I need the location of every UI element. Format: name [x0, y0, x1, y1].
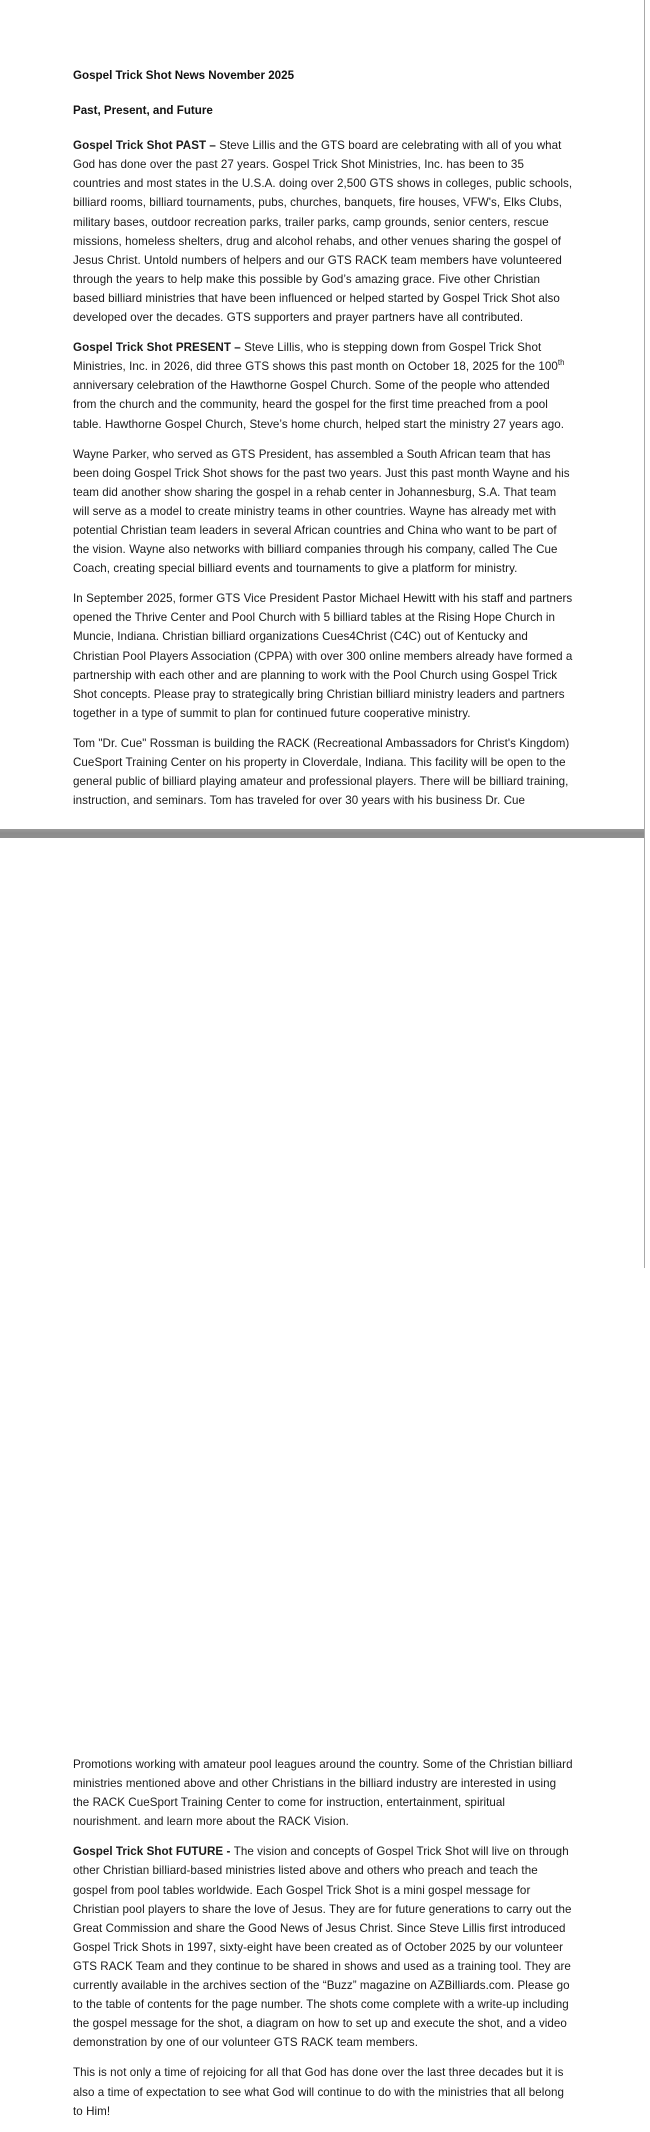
- paragraph-gts-present: [73, 338, 573, 433]
- document-page-1: [0, 0, 644, 829]
- paragraph-rack-continuation: Promotions working with amateur pool leagues around the country. Some of the Christian billiard ministries mentioned above and other Christians in the billiard industry are interested in using the RACK CueSport Training Center to come for instruction, entertainment, spiritual nourishment. and learn more about the RACK Vision.: [73, 1758, 573, 1829]
- paragraph-gts-past: [73, 136, 573, 327]
- paragraph-wayne-parker: Wayne Parker, who served as GTS President, has assembled a South African team that has been doing Gospel Trick Shot shows for the past two years. Just this past month Wayne and his team did another show sharing the gospel in a rehab center in Johannesburg, S.A. That team will serve as a model to create ministry teams in other countries. Wayne has already met with potential Christian team leaders in several African countries and China who want to be part of the vision. Wayne also networks with billiard companies through his company, called The Cue Coach, creating special billiard events and tournaments to give a platform for ministry.: [73, 447, 570, 576]
- paragraph-tom-rossman: Tom "Dr. Cue" Rossman is building the RACK (Recreational Ambassadors for Christ's Kingdom) CueSport Training Center on his property in Cloverdale, Indiana. This facility will be open to the general public of billiard playing amateur and professional players. There will be billiard training, instruction, and seminars. Tom has traveled for over 30 years with his business Dr. Cue: [73, 736, 570, 808]
- paragraph-gts-past-body: Steve Lillis and the GTS board are celebrating with all of you what God has done over the past 27 years. Gospel Trick Shot Ministries, Inc. has been to 35 countries and most states in the U.S.A. doing over 2,500 GTS shows in colleges, public schools, billiard rooms, billiard tournaments, pubs, churches, banquets, fire houses, VFW's, Elks Clubs, military bases, outdoor recreation parks, trailer parks, camp grounds, senior centers, rescue missions, homeless shelters, drug and alcohol rehabs, and other venues sharing the gospel of Jesus Christ. Untold numbers of helpers and our GTS RACK team members have volunteered through the years to help make this possible by God’s amazing grace. Five other Christian based billiard ministries that have been influenced or helped started by Gospel Trick Shot also developed over the decades. GTS supporters and prayer partners have all contributed.: [73, 139, 573, 325]
- page-break-separator: [0, 829, 644, 838]
- paragraph-gts-present-lead: Gospel Trick Shot PRESENT –: [73, 341, 245, 355]
- paragraph-gts-future: [73, 1842, 573, 2052]
- page-gutter: [645, 0, 650, 1268]
- paragraph-gts-present-body-before: Steve Lillis, who is stepping down from Gospel Trick Shot Ministries, Inc. in 2026, did three GTS shows this past month on October 18, 2025 for the 100: [73, 341, 558, 374]
- document-title: Gospel Trick Shot News November 2025: [73, 69, 295, 82]
- paragraph-gts-past-lead: Gospel Trick Shot PAST –: [73, 139, 220, 153]
- paragraph-closing: This is not only a time of rejoicing for all that God has done over the last three decades but it is also a time of expectation to see what God will continue to do with the ministries that all belong to Him!: [73, 2066, 564, 2118]
- ordinal-superscript: th: [557, 358, 565, 368]
- paragraph-michael-hewitt: In September 2025, former GTS Vice President Pastor Michael Hewitt with his staff and partners opened the Thrive Center and Pool Church with 5 billiard tables at the Rising Hope Church in Muncie, Indiana. Christian billiard organizations Cues4Christ (C4C) out of Kentucky and Christian Pool Players Association (CPPA) with over 300 online members already have formed a partnership with each other and are planning to work with the Pool Church using Gospel Trick Shot concepts. Please pray to strategically bring Christian billiard ministry leaders and partners together in a type of summit to plan for continued future cooperative ministry.: [73, 592, 573, 720]
- paragraph-gts-present-body-after: anniversary celebration of the Hawthorne Gospel Church. Some of the people who attended from the church and the community, heard the gospel for the first time preached from a pool table. Hawthorne Gospel Church, Steve’s home church, helped start the ministry 27 years ago.: [73, 379, 565, 431]
- document-page-2: [0, 838, 644, 2118]
- paragraph-gts-future-lead: Gospel Trick Shot FUTURE -: [73, 1845, 234, 1859]
- page-2-content: [73, 1755, 573, 2132]
- page-1-content: [73, 66, 573, 821]
- paragraph-gts-future-body: The vision and concepts of Gospel Trick Shot will live on through other Christian billiard-based ministries listed above and others who preach and teach the gospel from pool tables worldwide. Each Gospel Trick Shot is a mini gospel message for Christian pool players to share the love of Jesus. They are for future generations to carry out the Great Commission and share the Good News of Jesus Christ. Since Steve Lillis first introduced Gospel Trick Shots in 1997, sixty-eight have been created as of October 2025 by our volunteer GTS RACK Team and they continue to be shared in shows and used as a training tool. They are currently available in the archives section of the “Buzz” magazine on AZBilliards.com. Please go to the table of contents for the page number. The shots come complete with a write-up including the gospel message for the shot, a diagram on how to set up and execute the shot, and a video demonstration by one of our volunteer GTS RACK team members.: [73, 1845, 572, 2050]
- document-subtitle: Past, Present, and Future: [73, 104, 213, 118]
